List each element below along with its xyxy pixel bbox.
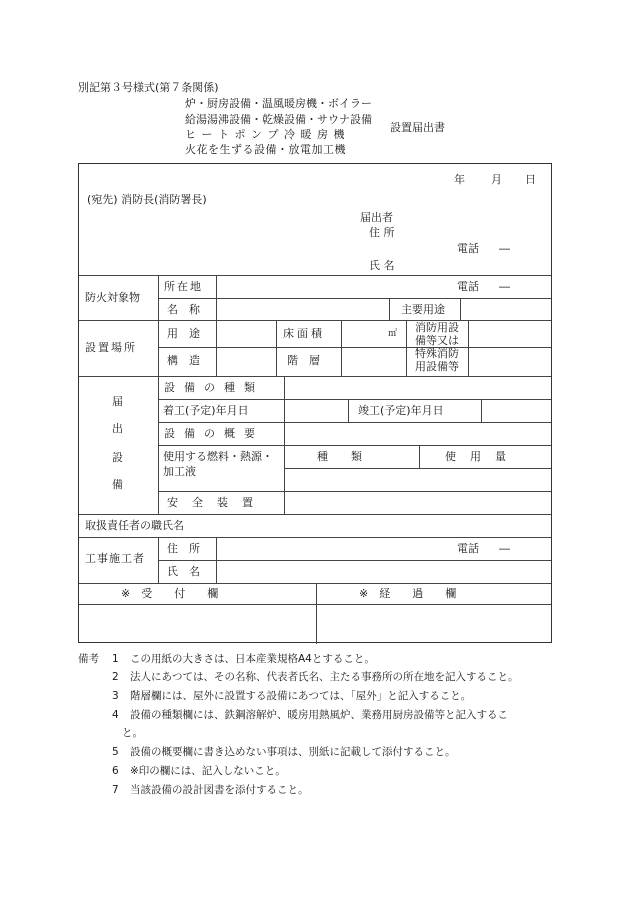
note-text: この用紙の大きさは、日本産業規格A4とすること。 <box>130 653 375 665</box>
fire-equipment-label-4: 用設備等 <box>415 360 459 373</box>
addressee: (宛先) 消防長(消防署長) <box>87 193 207 206</box>
note-number: 4 <box>112 709 119 721</box>
note-number: 7 <box>112 784 119 796</box>
note-number: 1 <box>112 653 119 665</box>
note-text: と。 <box>122 727 143 739</box>
note-text: 設備の概要欄に書き込めない事項は、別紙に記載して添付すること。 <box>130 746 456 758</box>
equipment-category-3: ヒ ー ト ポ ン プ 冷 暖 房 機 <box>185 128 346 141</box>
equipment-category-2: 給湯湯沸設備・乾燥設備・サウナ設備 <box>185 113 372 126</box>
notified-equipment-char-1: 届 <box>112 395 123 408</box>
fire-target-label: 防火対象物 <box>85 291 140 304</box>
complete-date-label: 竣工(予定)年月日 <box>358 404 444 417</box>
date-month-label: 月 <box>491 173 502 186</box>
floor-area-label: 床面積 <box>283 327 325 340</box>
fire-equipment-label-1: 消防用設 <box>415 321 459 334</box>
equip-overview-label: 設備の概要 <box>164 427 264 440</box>
note-number: 2 <box>112 671 119 683</box>
use-label: 用 途 <box>167 327 200 340</box>
fuel-label-1: 使用する燃料・熱源・ <box>163 450 273 463</box>
notification-form <box>78 163 552 643</box>
fire-equipment-label-3: 特殊消防 <box>415 347 459 360</box>
manager-label: 取扱責任者の職氏名 <box>85 519 184 532</box>
note-number: 5 <box>112 746 119 758</box>
note-text: 設備の種類欄には、鉄鋼溶解炉、暖房用熱風炉、業務用厨房設備等と記入するこ <box>130 709 508 721</box>
form-number: 別記第３号様式(第７条関係) <box>78 81 219 94</box>
main-use-label: 主要用途 <box>401 303 445 316</box>
note-text: ※印の欄には、記入しないこと。 <box>130 765 286 777</box>
applicant-phone-label: 電話 <box>457 242 479 255</box>
equip-type-label: 設備の種類 <box>164 381 264 394</box>
equipment-category-1: 炉・厨房設備・温風暖房機・ボイラー <box>185 97 372 110</box>
applicant-label: 届出者 <box>360 211 393 224</box>
date-year-label: 年 <box>454 173 465 186</box>
fire-equipment-label-2: 備等又は <box>415 334 459 347</box>
equipment-category-4: 火花を生ずる設備・放電加工機 <box>185 143 346 156</box>
notified-equipment-char-3: 設 <box>112 451 123 464</box>
note-text: 法人にあつては、その名称、代表者氏名、主たる事務所の所在地を記入すること。 <box>130 671 519 683</box>
usage-amount-label: 使用量 <box>445 450 520 463</box>
notes-label: 備考 <box>78 653 99 665</box>
notified-equipment-char-4: 備 <box>112 478 123 491</box>
applicant-phone-dash: ― <box>499 242 510 255</box>
start-date-label: 着工(予定)年月日 <box>163 404 249 417</box>
note-text: 階層欄には、屋外に設置する設備にあつては、「屋外」と記入すること。 <box>130 690 472 702</box>
location-label: 所在地 <box>164 280 203 293</box>
floor-area-unit: ㎡ <box>388 329 398 339</box>
note-number: 3 <box>112 690 119 702</box>
safety-device-label: 安全装置 <box>167 496 267 509</box>
target-name-label: 名 称 <box>167 303 200 316</box>
reception-column-label: ※ 受 付 欄 <box>121 587 219 600</box>
install-place-label: 設置場所 <box>85 341 137 354</box>
contractor-address-label: 住 所 <box>167 542 200 555</box>
location-phone-label: 電話 <box>457 280 479 293</box>
applicant-address-label: 住 所 <box>369 226 395 239</box>
note-number: 6 <box>112 765 119 777</box>
contractor-name-label: 氏 名 <box>167 565 200 578</box>
applicant-name-label: 氏 名 <box>369 259 395 272</box>
structure-label: 構 造 <box>167 354 200 367</box>
form-title-suffix: 設置届出書 <box>390 121 445 134</box>
floor-label: 階 層 <box>287 354 320 367</box>
contractor-phone-dash: ― <box>499 542 510 555</box>
location-phone-dash: ― <box>499 280 510 293</box>
kind-label: 種 類 <box>317 450 368 463</box>
note-text: 当該設備の設計図書を添付すること。 <box>130 784 309 796</box>
contractor-phone-label: 電話 <box>457 542 479 555</box>
fuel-label-2: 加工液 <box>163 465 196 478</box>
date-day-label: 日 <box>525 173 536 186</box>
progress-column-label: ※ 経 過 欄 <box>359 587 457 600</box>
notified-equipment-char-2: 出 <box>112 422 123 435</box>
contractor-label: 工事施工者 <box>85 552 145 565</box>
